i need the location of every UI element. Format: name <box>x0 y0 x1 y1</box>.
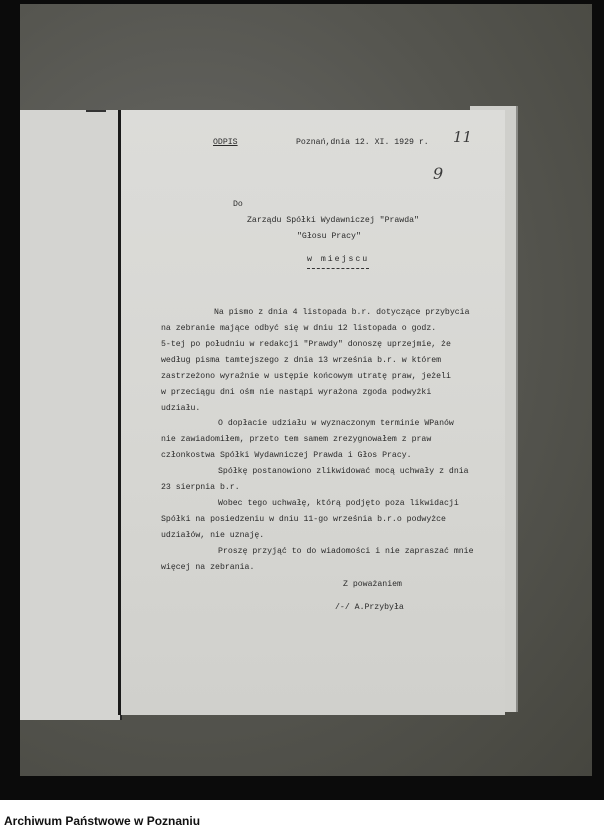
body-line: nie zawiadomiłem, przeto tem samem zrezygnowałem z praw <box>161 435 432 444</box>
address-to: Do <box>233 200 243 209</box>
body-line: Proszę przyjąć to do wiadomości i nie zapraszać mnie <box>218 547 474 556</box>
body-line: 23 sierpnia b.r. <box>161 483 240 492</box>
body-line: udziału. <box>161 404 201 413</box>
left-page <box>20 110 122 720</box>
body-line: Na pismo z dnia 4 listopada b.r. dotyczące przybycia <box>214 308 470 317</box>
body-line: udziałów, nie uznaję. <box>161 531 265 540</box>
document-page <box>118 110 505 715</box>
body-line: Spółkę postanowiono zlikwidować mocą uchwały z dnia <box>218 467 469 476</box>
closing: Z poważaniem <box>343 580 402 589</box>
signature: /-/ A.Przybyła <box>335 603 404 612</box>
body-line: więcej na zebrania. <box>161 563 255 572</box>
body-line: O dopłacie udziału w wyznaczonym terminie WPanów <box>218 419 454 428</box>
odpis-heading: ODPIS <box>213 138 238 147</box>
footer <box>0 800 604 840</box>
address-line1: Zarządu Spółki Wydawniczej "Prawda" <box>247 216 419 225</box>
body-line: 5-tej po południu w redakcji "Prawdy" donoszę uprzejmie, że <box>161 340 451 349</box>
body-line: zastrzeżono wyraźnie w ustępie końcowym utratę praw, jeżeli <box>161 372 451 381</box>
body-line: według pisma tamtejszego z dnia 13 września b.r. w którem <box>161 356 442 365</box>
handwritten-mark: 9 <box>433 164 444 183</box>
place-date: Poznań,dnia 12. XI. 1929 r. <box>296 138 429 147</box>
archive-name: Archiwum Państwowe w Poznaniu <box>4 814 201 828</box>
address-line3: w miejscu <box>307 252 369 269</box>
body-line: Spółki na posiedzeniu w dniu 11-go września b.r.o podwyżce <box>161 515 446 524</box>
body-line: członkostwa Spółki Wydawniczej Prawda i Głos Pracy. <box>161 451 412 460</box>
body-line: na zebranie mające odbyć się w dniu 12 listopada o godz. <box>161 324 437 333</box>
address-line2: "Głosu Pracy" <box>297 232 361 241</box>
left-page-mark <box>86 110 106 120</box>
handwritten-number: 11 <box>453 128 473 146</box>
body-line: w przeciągu dni ośm nie nastąpi wyrażona zgoda podwyżki <box>161 388 432 397</box>
body-line: Wobec tego uchwałę, którą podjęto poza likwidacji <box>218 499 459 508</box>
